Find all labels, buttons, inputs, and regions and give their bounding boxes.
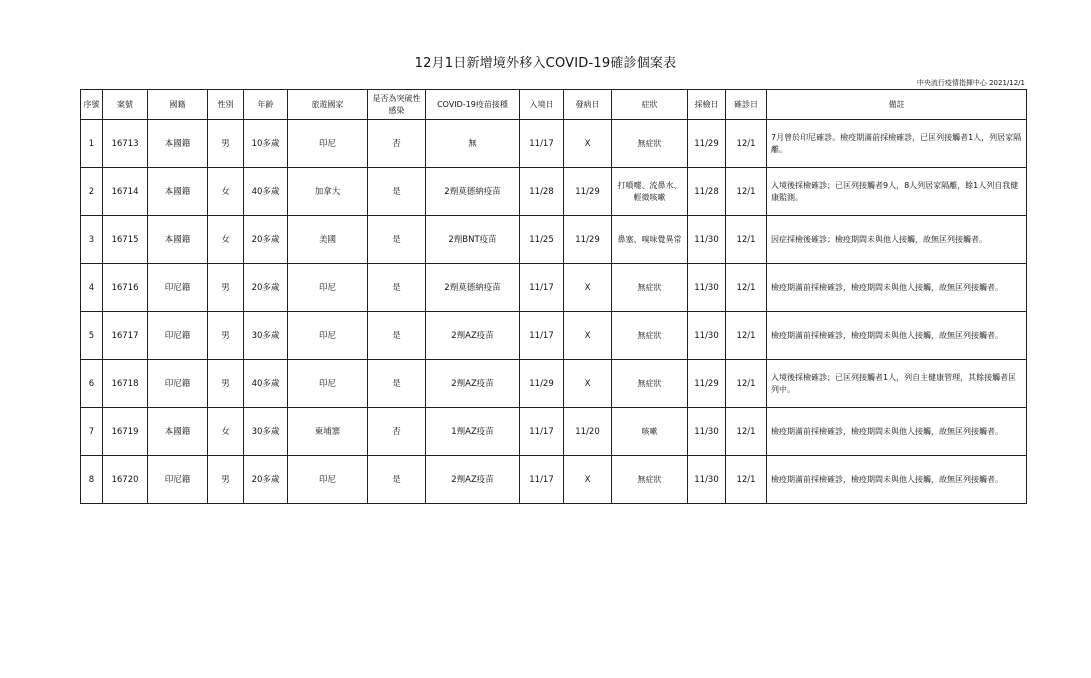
cell-seq: 1 [81,120,103,168]
cell-case-no: 16720 [103,456,148,504]
cell-seq: 4 [81,264,103,312]
column-header-age: 年齡 [244,90,288,120]
cell-entry-date: 11/17 [520,264,564,312]
cell-sampling-date: 11/29 [688,120,726,168]
cell-travel-country: 美國 [288,216,368,264]
cell-case-no: 16715 [103,216,148,264]
cell-sex: 女 [208,216,244,264]
table-row [81,408,1027,456]
cell-nationality: 本國籍 [148,120,208,168]
cell-seq: 7 [81,408,103,456]
cell-confirmed-date: 12/1 [726,456,767,504]
cell-case-no: 16714 [103,168,148,216]
cell-symptoms: 無症狀 [612,264,688,312]
cell-sex: 男 [208,456,244,504]
cell-symptoms: 無症狀 [612,360,688,408]
cell-sex: 男 [208,360,244,408]
cell-nationality: 本國籍 [148,168,208,216]
column-header-remarks: 備註 [767,90,1027,120]
cell-vaccination: 2劑AZ疫苗 [426,360,520,408]
cell-travel-country: 印尼 [288,456,368,504]
cell-symptoms: 無症狀 [612,312,688,360]
cell-entry-date: 11/29 [520,360,564,408]
cell-confirmed-date: 12/1 [726,360,767,408]
cell-vaccination: 2劑莫德納疫苗 [426,168,520,216]
column-header-breakthrough: 是否為突破性感染 [368,90,426,120]
cell-sex: 男 [208,264,244,312]
cell-remarks: 檢疫期滿前採檢確診，檢疫期間未與他人接觸，故無匡列接觸者。 [767,456,1027,504]
cell-breakthrough: 是 [368,216,426,264]
cell-sampling-date: 11/29 [688,360,726,408]
cell-travel-country: 印尼 [288,264,368,312]
cell-symptoms: 無症狀 [612,456,688,504]
cell-sampling-date: 11/30 [688,216,726,264]
cell-onset-date: X [564,312,612,360]
table-row [81,360,1027,408]
cell-entry-date: 11/17 [520,408,564,456]
table-row [81,264,1027,312]
cell-travel-country: 柬埔寨 [288,408,368,456]
cell-age: 40多歲 [244,168,288,216]
cell-age: 20多歲 [244,216,288,264]
cell-breakthrough: 否 [368,120,426,168]
cell-case-no: 16713 [103,120,148,168]
cell-case-no: 16716 [103,264,148,312]
cell-onset-date: X [564,120,612,168]
cell-sex: 男 [208,120,244,168]
cell-travel-country: 印尼 [288,120,368,168]
column-header-symptoms: 症狀 [612,90,688,120]
cell-entry-date: 11/17 [520,120,564,168]
cell-sampling-date: 11/30 [688,456,726,504]
column-header-travel-country: 旅遊國家 [288,90,368,120]
cell-travel-country: 印尼 [288,360,368,408]
cell-vaccination: 2劑BNT疫苗 [426,216,520,264]
cell-age: 40多歲 [244,360,288,408]
cell-confirmed-date: 12/1 [726,168,767,216]
cell-sex: 男 [208,312,244,360]
cell-symptoms: 打噴嚏、流鼻水、輕微咳嗽 [612,168,688,216]
cell-vaccination: 無 [426,120,520,168]
cell-entry-date: 11/28 [520,168,564,216]
cell-entry-date: 11/25 [520,216,564,264]
cell-vaccination: 2劑莫德納疫苗 [426,264,520,312]
cell-confirmed-date: 12/1 [726,264,767,312]
cell-vaccination: 2劑AZ疫苗 [426,456,520,504]
column-header-confirmed-date: 確診日 [726,90,767,120]
table-header-row [81,90,1027,120]
cell-symptoms: 鼻塞、嗅味覺異常 [612,216,688,264]
cell-travel-country: 印尼 [288,312,368,360]
cell-confirmed-date: 12/1 [726,408,767,456]
table-row [81,120,1027,168]
cell-onset-date: X [564,360,612,408]
cell-confirmed-date: 12/1 [726,216,767,264]
cell-breakthrough: 是 [368,312,426,360]
cell-remarks: 因症採檢後確診；檢疫期間未與他人接觸，故無匡列接觸者。 [767,216,1027,264]
cell-entry-date: 11/17 [520,312,564,360]
cell-sex: 女 [208,408,244,456]
cell-seq: 5 [81,312,103,360]
cell-sampling-date: 11/30 [688,264,726,312]
source-and-date: 中央流行疫情指揮中心 2021/12/1 [916,79,1025,87]
cell-confirmed-date: 12/1 [726,312,767,360]
cell-remarks: 入境後採檢確診；已匡列接觸者9人，8人列居家隔離，餘1人列自我健康監測。 [767,168,1027,216]
cell-nationality: 印尼籍 [148,456,208,504]
case-table [80,89,1027,504]
column-header-nationality: 國籍 [148,90,208,120]
cell-sampling-date: 11/30 [688,312,726,360]
cell-sampling-date: 11/28 [688,168,726,216]
cell-symptoms: 無症狀 [612,120,688,168]
cell-remarks: 入境後採檢確診；已匡列接觸者1人，列自主健康管理，其餘接觸者匡列中。 [767,360,1027,408]
cell-age: 10多歲 [244,120,288,168]
cell-age: 20多歲 [244,456,288,504]
cell-onset-date: 11/20 [564,408,612,456]
cell-nationality: 本國籍 [148,408,208,456]
cell-remarks: 檢疫期滿前採檢確診，檢疫期間未與他人接觸，故無匡列接觸者。 [767,312,1027,360]
column-header-seq: 序號 [81,90,103,120]
cell-breakthrough: 否 [368,408,426,456]
cell-travel-country: 加拿大 [288,168,368,216]
cell-remarks: 檢疫期滿前採檢確診，檢疫期間未與他人接觸，故無匡列接觸者。 [767,264,1027,312]
column-header-sex: 性別 [208,90,244,120]
cell-nationality: 印尼籍 [148,312,208,360]
cell-breakthrough: 是 [368,264,426,312]
cell-remarks: 7月曾於印尼確診。檢疫期滿前採檢確診，已匡列接觸者1人，列居家隔離。 [767,120,1027,168]
cell-age: 20多歲 [244,264,288,312]
cell-breakthrough: 是 [368,456,426,504]
cell-confirmed-date: 12/1 [726,120,767,168]
cell-remarks: 檢疫期滿前採檢確診，檢疫期間未與他人接觸，故無匡列接觸者。 [767,408,1027,456]
cell-seq: 3 [81,216,103,264]
cell-vaccination: 1劑AZ疫苗 [426,408,520,456]
cell-breakthrough: 是 [368,168,426,216]
cell-age: 30多歲 [244,312,288,360]
document-title: 12月1日新增境外移入COVID-19確診個案表 [414,56,677,71]
cell-age: 30多歲 [244,408,288,456]
table-row [81,216,1027,264]
column-header-vaccination: COVID-19疫苗接種 [426,90,520,120]
column-header-entry-date: 入境日 [520,90,564,120]
cell-case-no: 16717 [103,312,148,360]
column-header-sampling-date: 採檢日 [688,90,726,120]
cell-vaccination: 2劑AZ疫苗 [426,312,520,360]
cell-onset-date: X [564,456,612,504]
cell-nationality: 本國籍 [148,216,208,264]
cell-onset-date: 11/29 [564,216,612,264]
cell-case-no: 16719 [103,408,148,456]
cell-seq: 8 [81,456,103,504]
cell-onset-date: X [564,264,612,312]
table-row [81,456,1027,504]
cell-entry-date: 11/17 [520,456,564,504]
cell-onset-date: 11/29 [564,168,612,216]
cell-sampling-date: 11/30 [688,408,726,456]
cell-nationality: 印尼籍 [148,264,208,312]
column-header-onset-date: 發病日 [564,90,612,120]
cell-case-no: 16718 [103,360,148,408]
table-row [81,312,1027,360]
column-header-case-no: 案號 [103,90,148,120]
cell-nationality: 印尼籍 [148,360,208,408]
cell-seq: 6 [81,360,103,408]
cell-seq: 2 [81,168,103,216]
cell-sex: 女 [208,168,244,216]
cell-breakthrough: 是 [368,360,426,408]
table-row [81,168,1027,216]
cell-symptoms: 咳嗽 [612,408,688,456]
